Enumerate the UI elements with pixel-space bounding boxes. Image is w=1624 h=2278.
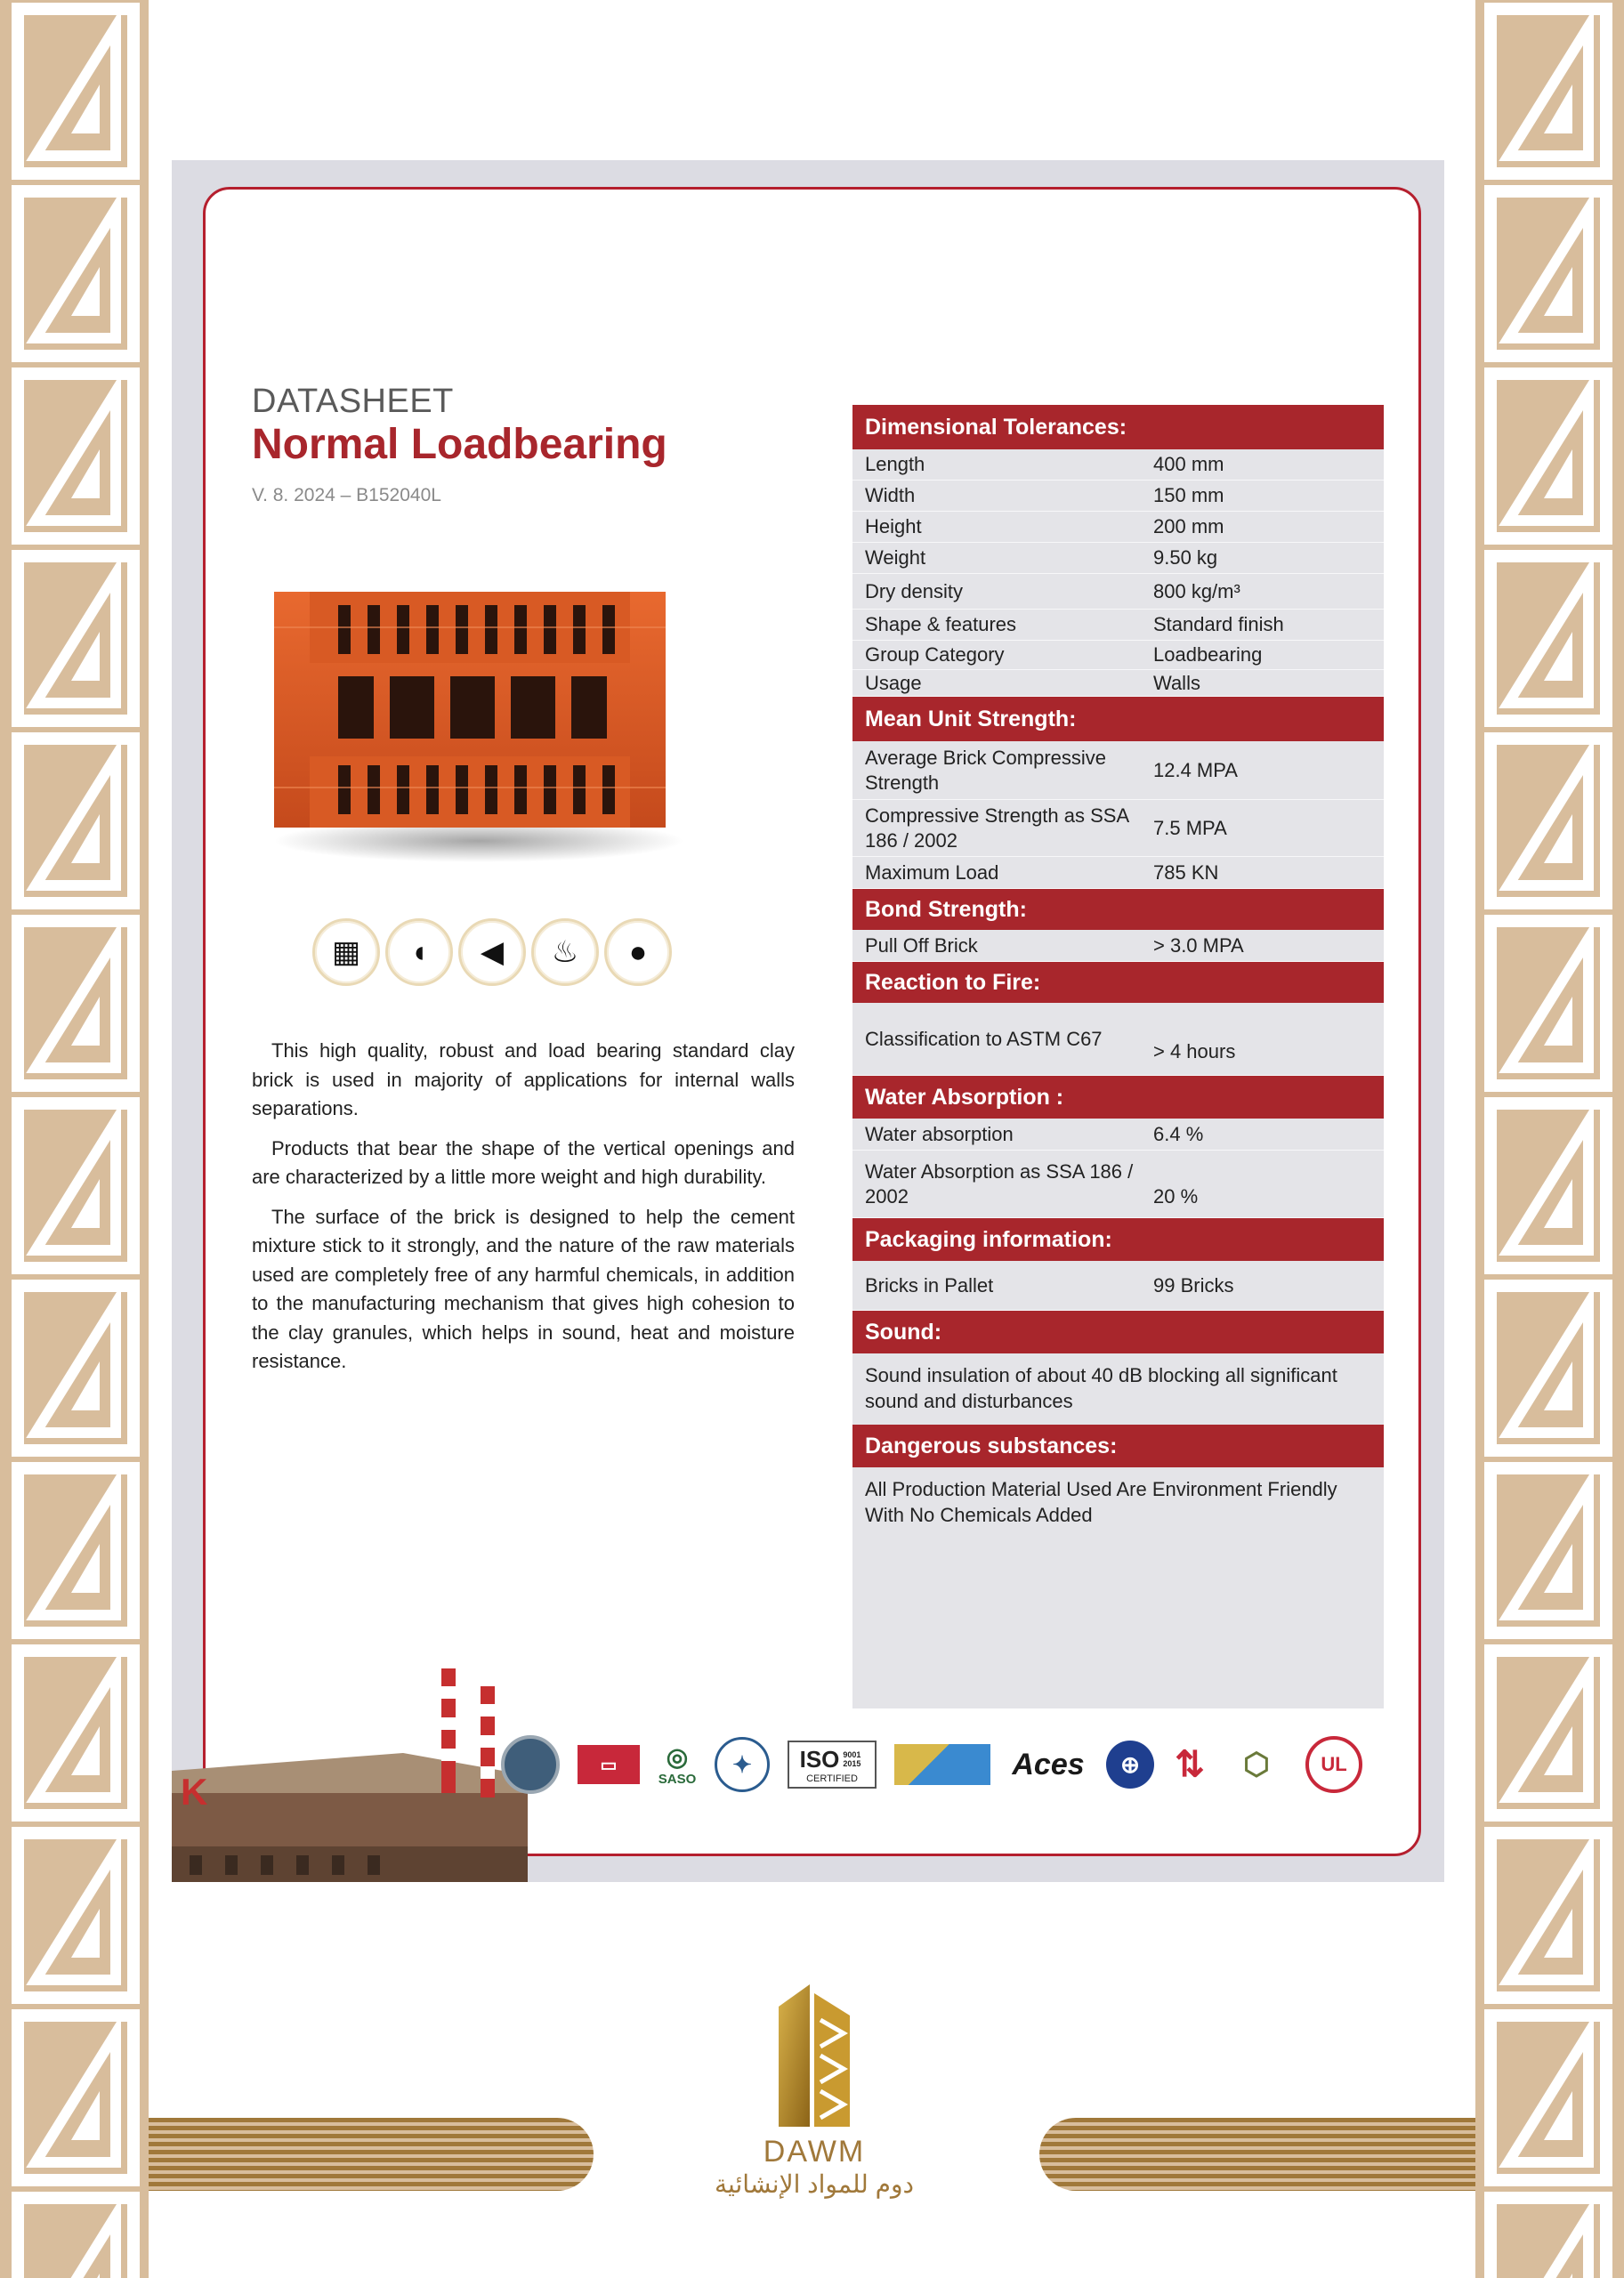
table-row [852,800,1384,857]
row-label: Average Brick Compressive Strength [865,746,1107,794]
saso-logo: ◎ SASO [658,1743,697,1787]
sound-text: Sound insulation of about 40 dB blocking all significant sound and disturbances [865,1364,1337,1412]
bottom-stripe-left [149,2118,594,2191]
certification-logos [501,1733,1362,1797]
row-value: 785 KN [1153,860,1219,884]
brand-name-ar: دوم للمواد الإنشائية [715,2170,914,2198]
row-value: 9.50 kg [1153,546,1218,569]
doc-kicker: DATASHEET [252,383,454,420]
emblem-logo: ⬡ [1243,1748,1270,1781]
megaphone-icon: ◀ [458,918,526,986]
iso-caption: CERTIFIED [806,1773,858,1784]
row-value: 200 mm [1153,515,1224,537]
row-value: Walls [1153,671,1200,694]
geometric-pattern-right [1475,0,1624,2278]
product-description [252,1037,795,1387]
water-drop-icon: ● [604,918,672,986]
row-label: Classification to ASTM C67 [865,1027,1103,1050]
section-packaging-heading: Packaging information: [852,1218,1384,1261]
wall-icon: ▦ [312,918,380,986]
row-label: Group Category [865,643,1005,666]
table-row [852,1119,1384,1151]
row-label: Maximum Load [865,860,999,884]
table-row [852,930,1384,962]
dangerous-text: All Production Material Used Are Environment Friendly With No Chemicals Added [865,1478,1337,1526]
acoustic-ear-icon: ◖ [385,918,453,986]
left-decorative-border [0,0,149,2278]
row-value: > 4 hours [1153,1039,1236,1062]
section-strength-heading: Mean Unit Strength: [852,697,1384,741]
table-row [852,610,1384,641]
doc-version: V. 8. 2024 – B152040L [252,485,441,505]
row-value: Loadbearing [1153,643,1263,666]
table-row [852,741,1384,800]
bottom-stripe-right [1039,2118,1475,2191]
row-label: Compressive Strength as SSA 186 / 2002 [865,804,1128,852]
row-label: Bricks in Pallet [865,1273,994,1297]
table-row [852,543,1384,574]
row-value: 12.4 MPA [1153,758,1238,781]
section-fire-heading: Reaction to Fire: [852,962,1384,1003]
table-row [852,512,1384,543]
row-label: Pull Off Brick [865,933,978,957]
description-paragraph: The surface of the brick is designed to help the cement mixture stick to it strongly, and the nature of the raw materials used are completely free of any harmful chemicals, in addition to the manufacturing mechanism that gives high cohesion to the clay granules, which helps in sound, heat and moisture resistance. [252,1205,795,1372]
brand-name-en: DAWM [763,2135,866,2169]
geometric-pattern-left [0,0,149,2278]
factory-logo-letter: K [181,1771,208,1813]
row-label: Length [865,453,925,475]
table-row [852,574,1384,610]
section-dangerous-heading: Dangerous substances: [852,1425,1384,1467]
table-row [852,1003,1384,1076]
brand-logo [712,1984,917,2199]
spec-table [852,405,1384,1708]
section-sound-heading: Sound: [852,1311,1384,1353]
table-row [852,670,1384,697]
fire-icon: ♨ [531,918,599,986]
row-label: Weight [865,546,926,569]
row-value: 6.4 % [1153,1122,1204,1145]
feature-icons [312,918,672,986]
row-label: Water absorption [865,1122,1014,1145]
row-label: Shape & features [865,613,1017,635]
row-label: Dry density [865,579,964,602]
aces-logo: Aces [1012,1747,1085,1781]
description-paragraph: This high quality, robust and load bearing standard clay brick is used in majority of applications for internal walls separations. [252,1039,795,1119]
row-label: Width [865,484,916,506]
row-value: 400 mm [1153,453,1224,475]
ul-logo: UL [1305,1736,1362,1793]
section-bond-heading: Bond Strength: [852,889,1384,930]
datasheet-panel [172,160,1444,1882]
doc-title: Normal Loadbearing [252,421,667,468]
row-value: 7.5 MPA [1153,816,1227,839]
row-label: Usage [865,671,922,694]
brick-image [256,574,701,868]
row-value: 800 kg/m³ [1153,579,1240,602]
row-value: > 3.0 MPA [1153,933,1244,957]
table-row [852,1151,1384,1218]
tower-icon [761,1984,868,2127]
row-label: Height [865,515,922,537]
right-decorative-border [1475,0,1624,2278]
iso-years: 9001 2015 [843,1750,861,1768]
iso-logo [788,1741,877,1789]
row-label: Water Absorption as SSA 186 / 2002 [865,1159,1134,1208]
table-row [852,641,1384,670]
table-row [852,481,1384,512]
yellow-blue-logo [894,1744,990,1785]
section-water-heading: Water Absorption : [852,1076,1384,1119]
table-row [852,1261,1384,1311]
table-row [852,449,1384,481]
seal-logo [501,1735,560,1794]
row-value: 20 % [1153,1184,1199,1208]
row-value: Standard finish [1153,613,1284,635]
description-paragraph: Products that bear the shape of the vertical openings and are characterized by a little more weight and high durability. [252,1136,795,1188]
red-arrows-logo: ⇅ [1175,1745,1205,1784]
astm-logo: ✦ [715,1737,770,1792]
iso-mark: ISO [799,1745,840,1773]
circle-blue-logo: ⊕ [1106,1741,1154,1789]
row-value: 150 mm [1153,484,1224,506]
red-cert-logo: ▭ [578,1745,640,1784]
row-value: 99 Bricks [1153,1273,1234,1297]
table-row [852,857,1384,889]
section-dimensional-heading: Dimensional Tolerances: [852,405,1384,449]
saso-label: SASO [658,1772,697,1787]
